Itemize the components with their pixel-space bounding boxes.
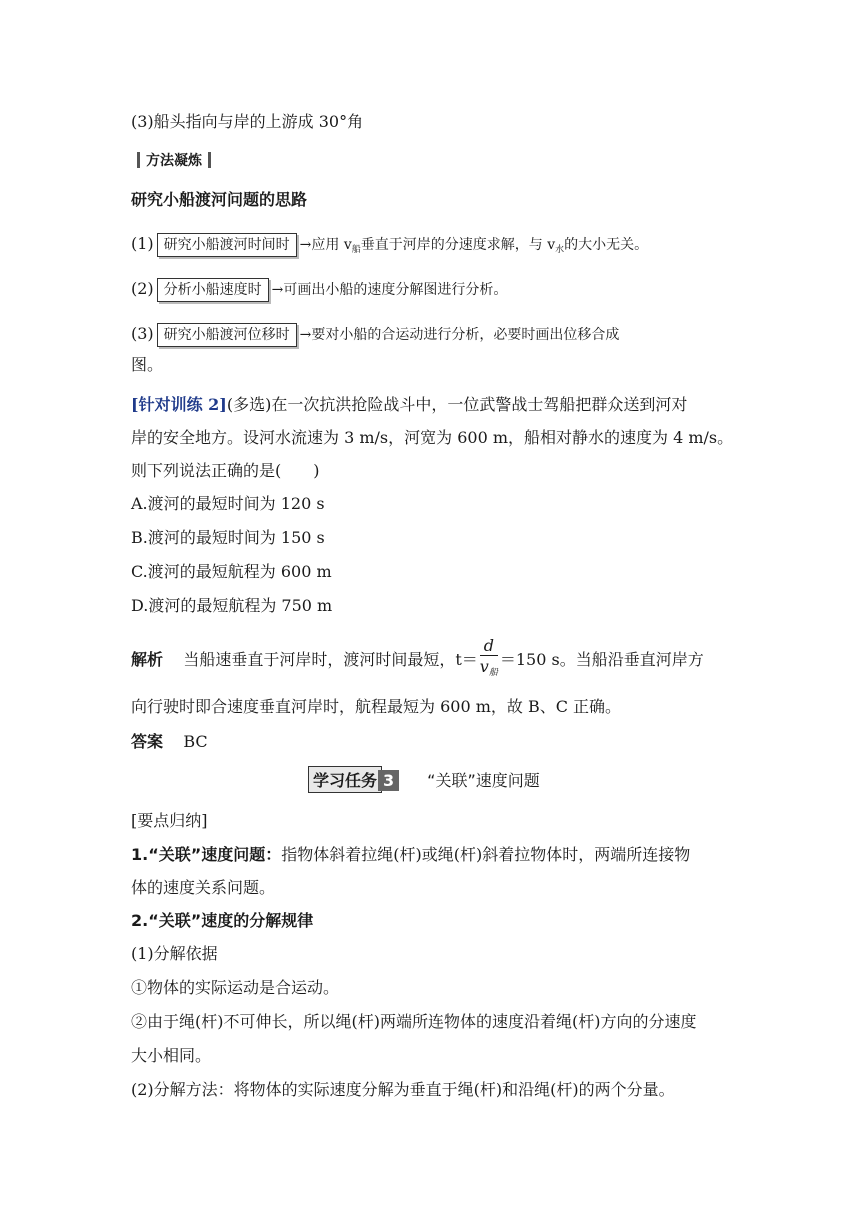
analysis-label: 解析 [131,650,164,669]
option-c: C.渡河的最短航程为 600 m [131,562,332,581]
item-number: (1) [131,234,154,253]
text-line: 岸的安全地方。设河水流速为 3 m/s，河宽为 600 m，船相对静水的速度为 4 m/s。 [131,428,734,447]
method-item-2 [131,278,507,302]
method-header-label: 方法凝炼 [146,153,202,169]
point-1-bold: 1.“关联”速度问题： [131,845,282,864]
fraction [480,637,498,684]
item-number: (2) [131,279,154,298]
points-heading: [要点归纳] [131,811,208,830]
option-a: A.渡河的最短时间为 120 s [131,494,325,513]
text: 当船速垂直于河岸时，渡河时间最短，t＝ [183,650,478,669]
bar-left [137,152,140,168]
text-line: 大小相同。 [131,1046,212,1065]
text-line: (2)分解方法：将物体的实际速度分解为垂直于绳(杆)和沿绳(杆)的两个分量。 [131,1080,675,1099]
method-box: 研究小船渡河位移时 [157,323,297,347]
point-1 [131,845,690,865]
method-header [131,150,217,170]
option-d: D.渡河的最短航程为 750 m [131,596,333,615]
exercise-line [131,395,687,415]
text: 的大小无关。 [564,237,649,253]
text-line: ②由于绳(杆)不可伸长，所以绳(杆)两端所连物体的速度沿着绳(杆)方向的分速度 [131,1012,697,1031]
text: 指物体斜着拉绳(杆)或绳(杆)斜着拉物体时，两端所连接物 [281,845,691,864]
option-b: B.渡河的最短时间为 150 s [131,528,325,547]
answer-line [131,732,208,752]
analysis-line [131,637,704,684]
text: →应用 v [299,237,352,253]
task-title: “关联”速度问题 [427,771,540,790]
text: →要对小船的合运动进行分析，必要时画出位移合成 [299,327,620,343]
task-header [308,766,540,793]
section-title: 研究小船渡河问题的思路 [131,190,308,209]
method-item-1 [131,233,648,260]
task-number: 3 [378,770,399,791]
text-line: (1)分解依据 [131,944,218,963]
denominator-symbol: v [479,657,489,676]
text: (多选)在一次抗洪抢险战斗中，一位武警战士驾船把群众送到河对 [226,395,688,414]
method-box: 研究小船渡河时间时 [157,233,297,257]
bar-right [208,152,211,168]
item-number: (3) [131,324,154,343]
text-line: 体的速度关系问题。 [131,878,276,897]
method-item-3 [131,323,619,347]
method-box: 分析小船速度时 [157,278,269,302]
fraction-denominator [480,656,498,684]
exercise-label: [针对训练 2] [131,395,227,414]
text-line: 图。 [131,355,164,374]
text-line: (3)船头指向与岸的上游成 30°角 [131,112,364,131]
text-line: 则下列说法正确的是( ) [131,461,320,480]
task-badge: 学习任务 [308,766,382,793]
subscript: 船 [351,245,361,255]
subscript: 船 [488,668,498,678]
subscript: 水 [555,245,565,255]
point-2-heading: 2.“关联”速度的分解规律 [131,911,314,930]
text: 垂直于河岸的分速度求解，与 v [360,237,556,253]
answer-value: BC [183,732,208,751]
text-line: 向行驶时即合速度垂直河岸时，航程最短为 600 m，故 B、C 正确。 [131,697,622,716]
text-line: ①物体的实际运动是合运动。 [131,978,340,997]
text: →可画出小船的速度分解图进行分析。 [271,282,508,298]
answer-label: 答案 [131,732,164,751]
fraction-numerator: d [480,637,498,656]
text: ＝150 s。当船沿垂直河岸方 [499,650,704,669]
